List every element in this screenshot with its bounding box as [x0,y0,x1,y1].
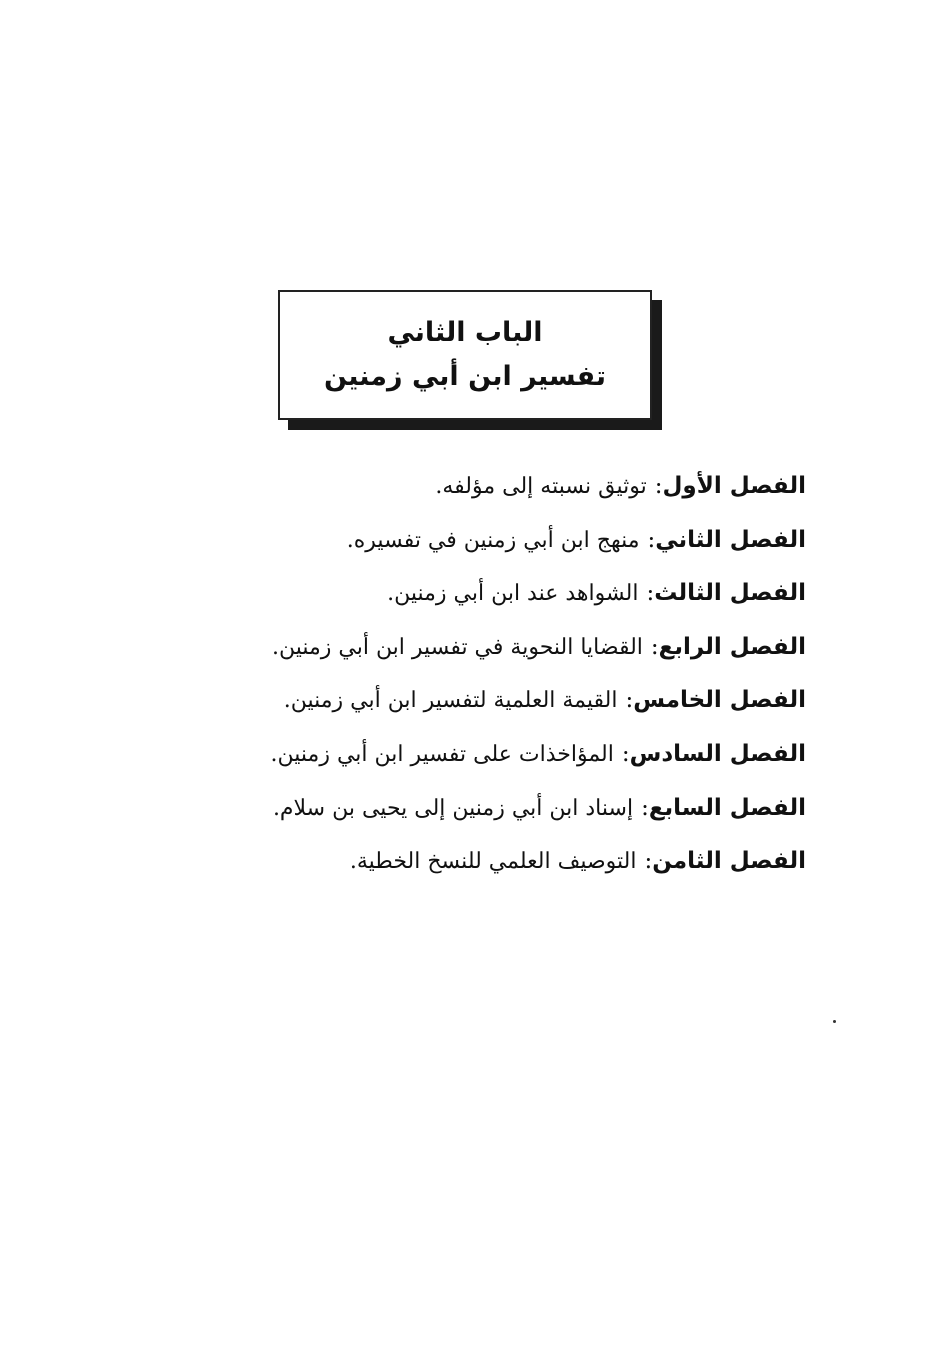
chapter-separator: : [647,526,656,553]
chapter-separator: : [646,580,655,607]
section-title-frame [278,290,652,420]
part-title: الباب الثاني [387,317,543,348]
chapter-item [206,462,806,516]
chapter-label: الفصل الثامن [652,848,806,875]
chapter-label: الفصل الثاني [655,526,806,553]
chapter-title: القيمة العلمية لتفسير ابن أبي زمنين. [283,688,618,714]
chapter-label: الفصل الرابع [658,633,806,660]
chapter-item [206,837,806,891]
chapter-title: القضايا النحوية في تفسير ابن أبي زمنين. [271,634,643,660]
chapter-item [206,730,806,784]
chapter-label: الفصل الخامس [633,687,806,714]
chapter-label: الفصل الأول [662,473,806,499]
scan-speck [833,1020,836,1023]
chapter-title: توثيق نسبته إلى مؤلفه. [435,474,647,499]
section-title-box [278,290,652,420]
chapter-list [206,462,806,891]
chapter-item [206,676,806,730]
chapter-label: الفصل السابع [648,794,806,821]
chapter-separator: : [644,848,653,875]
chapter-item [206,516,806,570]
chapter-title: المؤاخذات على تفسير ابن أبي زمنين. [270,741,614,767]
part-subtitle: تفسير ابن أبي زمنين [323,361,607,392]
chapter-separator: : [625,687,634,714]
chapter-item [206,623,806,677]
chapter-item [206,784,806,838]
chapter-separator: : [650,633,659,660]
chapter-separator: : [621,740,630,767]
chapter-separator: : [654,473,663,499]
chapter-label: الفصل السادس [629,740,806,767]
chapter-title: منهج ابن أبي زمنين في تفسيره. [346,527,640,553]
chapter-separator: : [641,794,649,821]
chapter-item [206,569,806,623]
chapter-title: إسناد ابن أبي زمنين إلى يحيى بن سلام. [272,795,634,821]
chapter-label: الفصل الثالث [654,580,806,607]
chapter-title: الشواهد عند ابن أبي زمنين. [387,581,639,607]
chapter-title: التوصيف العلمي للنسخ الخطية. [349,849,637,875]
